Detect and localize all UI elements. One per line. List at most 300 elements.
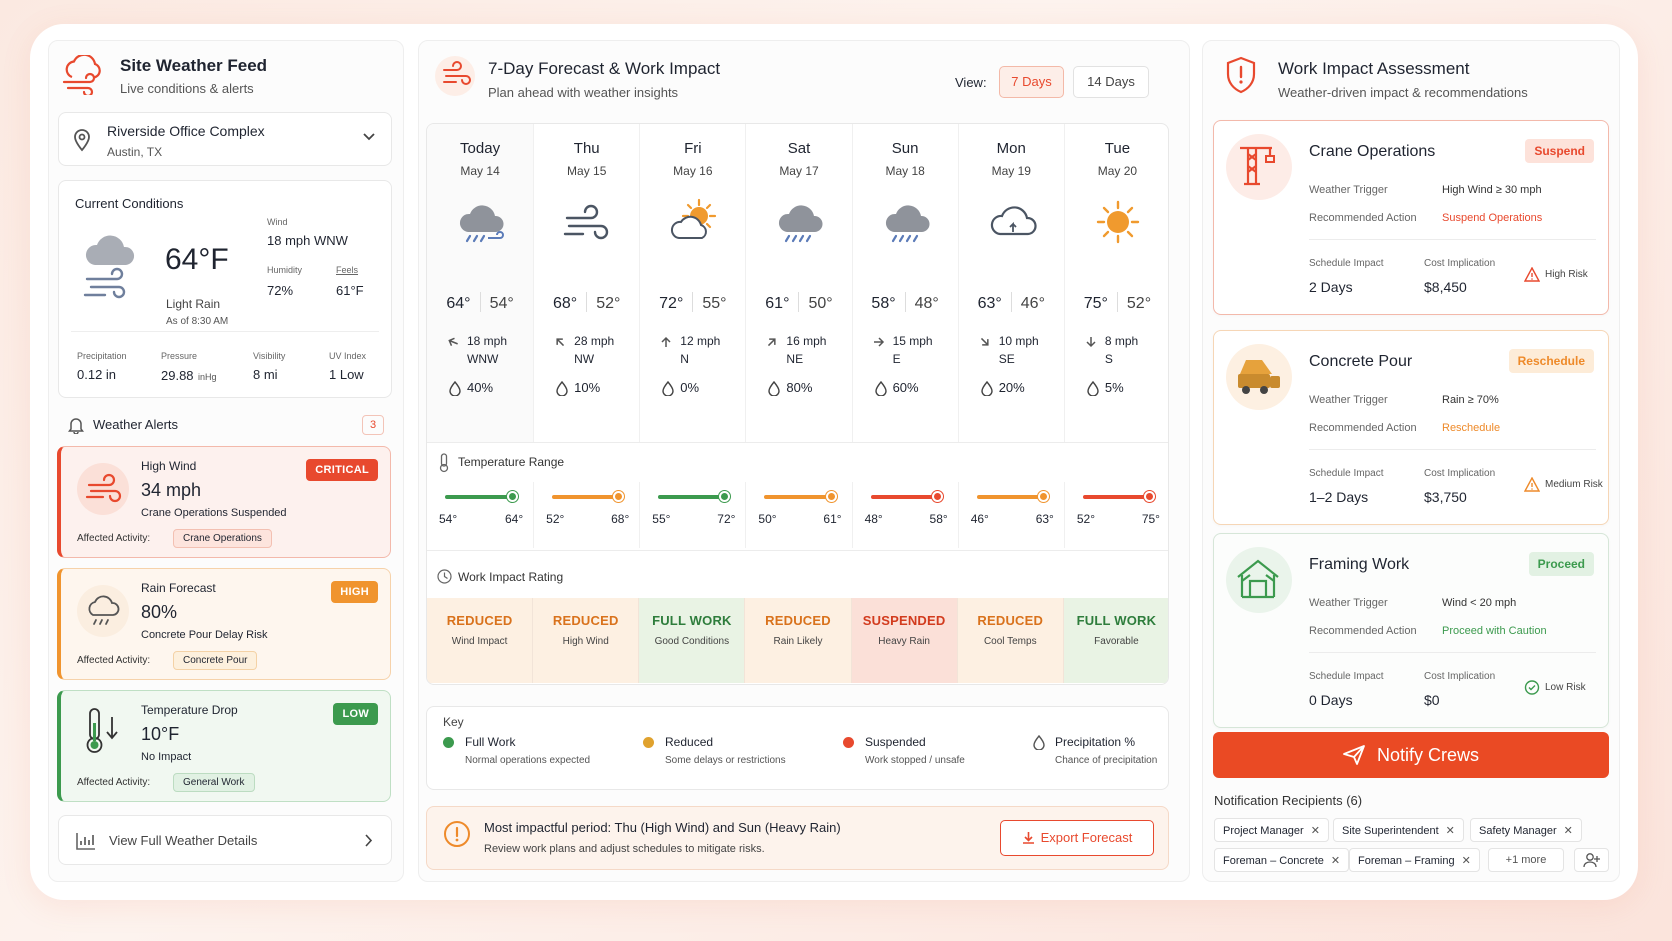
range-track [871, 495, 938, 499]
key-description: Work stopped / unsafe [865, 755, 965, 766]
wind-arrow-icon [976, 334, 993, 351]
day-wind: 15 mph E [892, 334, 933, 366]
assessment-title: Work Impact Assessment [1278, 59, 1470, 78]
warning-icon [1524, 477, 1540, 492]
droplet-icon [1033, 735, 1045, 750]
day-name: Mon [996, 140, 1026, 157]
range-low: 50° [758, 512, 777, 526]
wind-arrow-icon [445, 334, 461, 350]
impact-description: Favorable [1094, 636, 1139, 647]
high-temp: 72° [659, 295, 684, 312]
droplet-icon [556, 381, 568, 396]
stat-pressure: Pressure 29.88 inHg [161, 351, 217, 383]
section-divider [427, 550, 1168, 551]
impact-reduced[interactable] [958, 598, 1064, 683]
assessment-card-framing-work[interactable] [1213, 533, 1609, 728]
impact-full[interactable] [639, 598, 745, 683]
day-date: May 19 [991, 164, 1031, 178]
banner-subtitle: Review work plans and adjust schedules to mitigate risks. [484, 843, 765, 855]
key-label: Reduced [665, 735, 714, 749]
high-temp: 61° [765, 295, 790, 312]
impact-banner [426, 806, 1169, 870]
range-low: 55° [652, 512, 671, 526]
range-track [764, 495, 831, 499]
day-columns [427, 124, 1169, 442]
forecast-day-fri[interactable] [639, 124, 745, 442]
wind-arrow-icon [1085, 336, 1097, 348]
activity-icon [1226, 344, 1292, 410]
divider [1309, 239, 1596, 240]
wind-label: Wind [267, 217, 288, 227]
divider [71, 331, 379, 332]
day-precip: 80% [786, 380, 813, 395]
risk-label: Medium Risk [1545, 479, 1603, 490]
range-low: 52° [1076, 512, 1095, 526]
day-date: May 14 [460, 164, 500, 178]
thermometer-icon [438, 453, 450, 473]
current-temperature: 64°F [165, 243, 229, 276]
day-temps [534, 292, 639, 313]
assessment-card-concrete-pour[interactable] [1213, 330, 1609, 525]
forecast-subtitle: Plan ahead with weather insights [488, 85, 679, 100]
low-temp: 48° [914, 295, 939, 312]
trigger-label: Weather Trigger [1309, 597, 1388, 609]
affected-activity-chip[interactable]: Crane Operations [173, 529, 272, 548]
impact-reduced[interactable] [427, 598, 533, 683]
affected-label: Affected Activity: [77, 777, 151, 788]
day-date: May 17 [779, 164, 819, 178]
trigger-label: Weather Trigger [1309, 394, 1388, 406]
action-value: Reschedule [1442, 422, 1501, 434]
schedule-value: 0 Days [1309, 692, 1353, 708]
chevron-down-icon [363, 133, 375, 141]
alert-temperature-drop[interactable] [57, 690, 391, 802]
range-high: 58° [929, 512, 948, 526]
key-description: Some delays or restrictions [665, 755, 786, 766]
low-temp: 52° [1126, 295, 1152, 312]
key-description: Chance of precipitation [1055, 755, 1158, 766]
chevron-right-icon [365, 834, 373, 847]
impact-description: Wind Impact [451, 636, 508, 647]
range-track [658, 495, 725, 499]
bar-chart-icon [75, 831, 97, 851]
forecast-day-tue[interactable] [1064, 124, 1169, 442]
thermometer-down-icon [79, 705, 125, 759]
key-description: Normal operations expected [465, 755, 591, 766]
activity-title: Concrete Pour [1309, 353, 1413, 370]
temp-range-bar [958, 482, 1064, 548]
temp-range-bar [639, 482, 745, 548]
risk-label: High Risk [1545, 269, 1588, 280]
schedule-label: Schedule Impact [1309, 468, 1384, 479]
droplet-icon [768, 381, 780, 396]
site-location: Austin, TX [107, 145, 163, 159]
work-impact-heading: Work Impact Rating [458, 570, 564, 584]
current-conditions-heading: Current Conditions [75, 196, 184, 211]
status-badge: Proceed [1529, 552, 1594, 576]
day-temps [959, 292, 1064, 313]
divider [1309, 652, 1596, 653]
day-name: Thu [573, 140, 600, 157]
rain-icon [767, 192, 831, 252]
info-icon [443, 820, 471, 848]
shield-icon [1223, 55, 1259, 95]
assessment-card-crane-operations[interactable] [1213, 120, 1609, 315]
impact-label: SUSPENDED [862, 613, 946, 628]
range-low: 52° [546, 512, 565, 526]
assessment-subtitle: Weather-driven impact & recommendations [1278, 85, 1528, 100]
temp-range-bar [745, 482, 851, 548]
site-selector[interactable] [58, 112, 392, 166]
feels-value: 61°F [336, 283, 364, 298]
panel-subtitle: Live conditions & alerts [120, 81, 254, 96]
section-divider [427, 442, 1168, 443]
temperature-range-heading: Temperature Range [458, 455, 565, 469]
affected-activity-chip[interactable]: General Work [173, 773, 255, 792]
add-user-icon [1583, 852, 1601, 868]
view-14-days-button[interactable]: 14 Days [1073, 66, 1149, 98]
affected-label: Affected Activity: [77, 655, 151, 666]
range-end-dot [1144, 491, 1155, 502]
day-wind: 28 mph NW [574, 334, 615, 366]
action-value: Suspend Operations [1442, 212, 1543, 224]
action-value: Proceed with Caution [1442, 625, 1547, 637]
trigger-value: Wind < 20 mph [1442, 597, 1517, 609]
day-temps [640, 292, 745, 313]
remove-icon[interactable]: ✕ [1330, 855, 1341, 867]
temp-range-bar [427, 482, 533, 548]
cost-label: Cost Implication [1424, 468, 1496, 479]
download-icon [1022, 831, 1035, 844]
export-label: Export Forecast [1040, 830, 1133, 845]
forecast-title: 7-Day Forecast & Work Impact [488, 59, 721, 78]
forecast-icon [435, 56, 475, 96]
day-precip: 20% [998, 380, 1025, 395]
high-temp: 64° [446, 295, 471, 312]
alert-value: 80% [141, 602, 178, 622]
high-temp: 75° [1083, 295, 1108, 312]
impact-label: REDUCED [977, 613, 1044, 628]
trigger-value: Rain ≥ 70% [1442, 394, 1499, 406]
day-name: Tue [1104, 140, 1131, 157]
day-temps [427, 292, 533, 313]
trigger-label: Weather Trigger [1309, 184, 1388, 196]
alert-severity-badge: HIGH [331, 581, 378, 603]
low-temp: 52° [596, 295, 621, 312]
rating-icon [437, 569, 452, 584]
low-temp: 50° [808, 295, 833, 312]
schedule-label: Schedule Impact [1309, 671, 1384, 682]
action-label: Recommended Action [1309, 212, 1417, 224]
day-name: Sun [891, 140, 919, 157]
day-date: May 15 [567, 164, 607, 178]
site-name: Riverside Office Complex [107, 123, 265, 139]
temperature-range-row [427, 482, 1169, 548]
humidity-label: Humidity [267, 265, 303, 275]
key-label: Suspended [865, 735, 926, 749]
feels-label: Feels [336, 265, 359, 275]
temp-range-bar [1064, 482, 1169, 548]
notify-crews-button[interactable] [1213, 732, 1609, 778]
cost-value: $3,750 [1424, 489, 1467, 505]
recipient-name: Foreman – Concrete [1223, 855, 1324, 867]
key-label: Precipitation % [1055, 735, 1136, 749]
add-recipient-button[interactable] [1574, 848, 1609, 872]
impact-reduced[interactable] [745, 598, 851, 683]
day-wind: 16 mph NE [786, 334, 827, 366]
impact-label: FULL WORK [1076, 613, 1157, 628]
day-name: Sat [787, 140, 811, 157]
recipient-name: Foreman – Framing [1358, 855, 1455, 867]
impact-label: FULL WORK [652, 613, 732, 628]
droplet-icon [1087, 381, 1099, 396]
sun-icon [1086, 192, 1150, 252]
day-precip: 60% [892, 380, 919, 395]
recipient-chip[interactable] [1214, 818, 1329, 842]
cloud-icon [980, 192, 1044, 252]
divider [1309, 449, 1596, 450]
key-dot [643, 737, 654, 748]
risk-label: Low Risk [1545, 682, 1586, 693]
stat-precipitation: Precipitation 0.12 in [77, 351, 127, 382]
range-end-dot [826, 491, 837, 502]
droplet-icon [981, 381, 993, 396]
day-precip: 10% [574, 380, 601, 395]
alert-value: 10°F [141, 724, 180, 744]
wind-arrow-icon [660, 336, 672, 348]
warning-icon [1524, 267, 1540, 282]
range-end-dot [1038, 491, 1049, 502]
cost-label: Cost Implication [1424, 671, 1496, 682]
stat-uv-index: UV Index 1 Low [329, 351, 367, 382]
alert-description: Crane Operations Suspended [141, 507, 287, 519]
range-track [445, 495, 513, 499]
as-of-time: As of 8:30 AM [166, 316, 229, 327]
action-label: Recommended Action [1309, 625, 1417, 637]
send-icon [1343, 745, 1365, 765]
range-track [552, 495, 619, 499]
recipient-name: Project Manager [1223, 825, 1304, 837]
bell-icon [68, 416, 84, 434]
recipient-name: Site Superintendent [1342, 825, 1439, 837]
impact-full[interactable] [1064, 598, 1169, 683]
range-end-dot [613, 491, 624, 502]
rain-wind-icon [81, 231, 143, 305]
forecast-day-today[interactable] [427, 124, 533, 442]
recipient-chip[interactable] [1214, 848, 1349, 872]
details-link-label: View Full Weather Details [109, 833, 258, 848]
temp-divider [905, 292, 906, 312]
forecast-day-thu[interactable] [533, 124, 639, 442]
panel-title: Site Weather Feed [120, 56, 268, 75]
high-temp: 63° [977, 295, 1002, 312]
forecast-day-sun[interactable] [852, 124, 958, 442]
affected-label: Affected Activity: [77, 533, 151, 544]
status-badge: Suspend [1525, 139, 1594, 163]
temp-divider [798, 292, 799, 312]
wind-alert-icon [77, 463, 129, 515]
more-recipients-chip[interactable]: +1 more [1488, 848, 1564, 872]
alert-title: Temperature Drop [141, 703, 238, 717]
cost-label: Cost Implication [1424, 258, 1496, 269]
remove-icon[interactable]: ✕ [1445, 825, 1455, 837]
range-end-dot [507, 491, 518, 502]
forecast-day-mon[interactable] [958, 124, 1064, 442]
range-high: 72° [717, 512, 736, 526]
impact-label: REDUCED [765, 613, 831, 628]
range-track [977, 495, 1044, 499]
schedule-value: 1–2 Days [1309, 489, 1369, 505]
day-date: May 18 [885, 164, 925, 178]
day-temps [853, 292, 958, 313]
export-forecast-button[interactable] [1000, 820, 1154, 856]
recipient-chip[interactable] [1470, 818, 1582, 842]
banner-title: Most impactful period: Thu (High Wind) and Sun (Heavy Rain) [484, 820, 841, 835]
wind-icon [555, 192, 619, 252]
legend-key [426, 706, 1169, 790]
day-wind: 10 mph SE [998, 334, 1039, 366]
impact-label: REDUCED [552, 613, 619, 628]
recipient-name: Safety Manager [1479, 825, 1557, 837]
temp-range-bar [533, 482, 639, 548]
rain-alert-icon [77, 585, 129, 637]
impact-suspended[interactable] [852, 598, 958, 683]
view-label: View: [955, 75, 987, 90]
status-badge: Reschedule [1509, 349, 1594, 373]
high-temp: 58° [871, 295, 896, 312]
temp-range-bar [852, 482, 958, 548]
action-label: Recommended Action [1309, 422, 1417, 434]
remove-icon[interactable]: ✕ [1310, 825, 1320, 837]
impact-description: High Wind [562, 636, 609, 647]
alert-title: Rain Forecast [141, 581, 216, 595]
remove-icon[interactable]: ✕ [1461, 855, 1471, 867]
notify-label: Notify Crews [1376, 745, 1479, 765]
work-impact-row [427, 598, 1169, 685]
current-condition: Light Rain [166, 297, 221, 311]
wind-arrow-icon [764, 334, 781, 351]
range-high: 64° [504, 512, 524, 526]
day-wind: 8 mph S [1104, 334, 1139, 366]
alert-description: Concrete Pour Delay Risk [141, 629, 268, 641]
alert-high-wind[interactable] [57, 446, 391, 558]
range-low: 48° [864, 512, 883, 526]
day-precip: 0% [680, 380, 700, 395]
day-date: May 20 [1097, 164, 1138, 178]
schedule-label: Schedule Impact [1309, 258, 1384, 269]
activity-title: Crane Operations [1309, 143, 1436, 160]
partly-sunny-icon [661, 192, 725, 252]
activity-icon [1226, 134, 1292, 200]
wind-value: 18 mph WNW [267, 233, 348, 248]
weather-alerts-heading: Weather Alerts [93, 417, 179, 432]
location-pin-icon [73, 128, 91, 152]
day-name: Fri [684, 140, 702, 157]
range-end-dot [719, 491, 730, 502]
range-track [1083, 495, 1150, 499]
schedule-value: 2 Days [1309, 279, 1353, 295]
rain-icon [874, 192, 938, 252]
view-7-days-button[interactable]: 7 Days [999, 66, 1064, 98]
recipients-heading: Notification Recipients (6) [1214, 793, 1363, 808]
alert-title: High Wind [141, 459, 197, 473]
day-temps [746, 292, 851, 313]
rain-wind-icon [448, 192, 512, 252]
wind-arrow-icon [552, 334, 569, 351]
impact-label: REDUCED [446, 613, 513, 628]
droplet-icon [662, 381, 674, 396]
day-date: May 16 [673, 164, 713, 178]
impact-description: Cool Temps [983, 636, 1037, 647]
recipient-chip[interactable] [1333, 818, 1464, 842]
alert-rain-forecast[interactable] [57, 568, 391, 680]
site-weather-icon [60, 55, 106, 95]
range-high: 61° [823, 512, 842, 526]
day-wind: 12 mph N [680, 334, 721, 366]
impact-description: Rain Likely [773, 636, 823, 647]
stat-visibility: Visibility 8 mi [253, 351, 286, 382]
day-wind: 18 mph WNW [467, 334, 508, 366]
view-full-weather-details-link[interactable] [58, 815, 392, 865]
droplet-icon [875, 381, 887, 396]
day-temps [1065, 292, 1169, 313]
humidity-value: 72% [267, 283, 294, 298]
temp-divider [480, 292, 481, 312]
wind-arrow-icon [873, 336, 885, 348]
range-high: 68° [611, 512, 630, 526]
day-name: Today [460, 140, 501, 157]
temp-divider [1011, 292, 1012, 312]
low-temp: 54° [489, 295, 514, 312]
trigger-value: High Wind ≥ 30 mph [1442, 184, 1542, 196]
range-high: 63° [1035, 512, 1054, 526]
low-temp: 55° [702, 295, 727, 312]
temp-divider [586, 292, 587, 312]
range-low: 54° [439, 512, 458, 526]
day-precip: 40% [467, 380, 494, 395]
forecast-grid [426, 123, 1169, 685]
remove-icon[interactable]: ✕ [1563, 825, 1573, 837]
range-end-dot [932, 491, 943, 502]
cost-value: $0 [1424, 692, 1440, 708]
impact-reduced[interactable] [533, 598, 639, 683]
cost-value: $8,450 [1424, 279, 1467, 295]
impact-description: Heavy Rain [878, 636, 930, 647]
alert-severity-badge: CRITICAL [306, 459, 378, 481]
low-temp: 46° [1020, 295, 1045, 312]
key-dot [843, 737, 854, 748]
alerts-count-badge: 3 [362, 415, 384, 435]
range-low: 46° [970, 512, 989, 526]
recipient-chip[interactable] [1349, 848, 1480, 872]
key-dot [443, 737, 454, 748]
activity-title: Framing Work [1309, 556, 1410, 573]
current-conditions-card [58, 180, 392, 398]
temp-divider [1117, 292, 1118, 312]
droplet-icon [449, 381, 461, 396]
impact-description: Good Conditions [654, 636, 730, 647]
alert-description: No Impact [141, 751, 192, 763]
forecast-day-sat[interactable] [745, 124, 851, 442]
check-circle-icon [1524, 680, 1540, 695]
alert-severity-badge: LOW [333, 703, 378, 725]
key-heading: Key [443, 715, 464, 729]
alert-value: 34 mph [141, 480, 202, 500]
range-high: 75° [1141, 512, 1160, 526]
key-label: Full Work [465, 735, 516, 749]
temp-divider [692, 292, 693, 312]
affected-activity-chip[interactable]: Concrete Pour [173, 651, 257, 670]
